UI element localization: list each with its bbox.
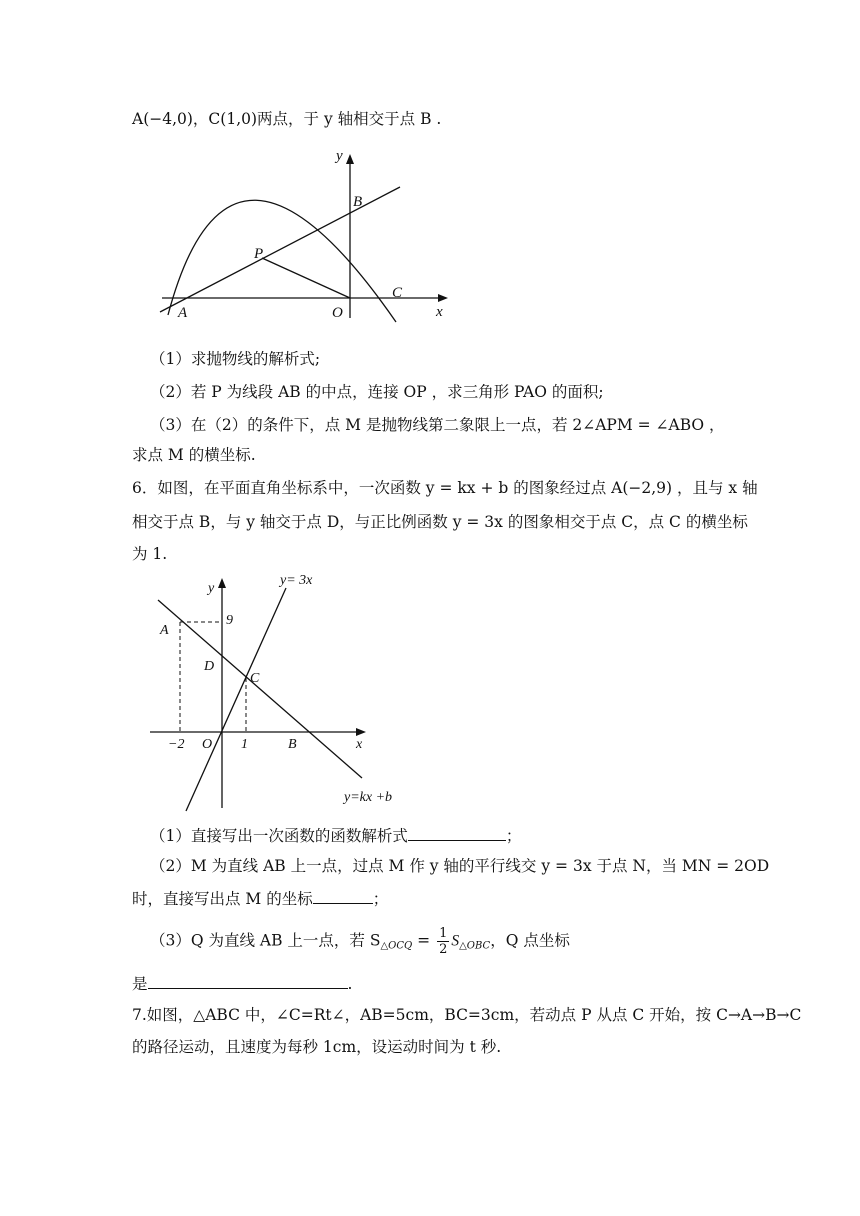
q7-stem2: 的路径运动，且速度为每秒 1cm，设运动时间为 t 秒.: [132, 1038, 502, 1056]
q6-sub3-fraction: [437, 926, 449, 957]
fig2-label-m2: −2: [168, 737, 185, 752]
fig2-label-line2: y=kx +b: [344, 790, 393, 805]
fig1-label-A: A: [178, 305, 188, 321]
q6-sub3-s1: △OCQ: [380, 940, 413, 952]
fig2-label-y: y: [208, 581, 215, 596]
q6-sub1-end: ；: [505, 827, 522, 845]
q7-stem1: 7.如图，△ABC 中，∠C=Rt∠，AB=5cm，BC=3cm，若动点 P 从点 C 开始，按 C→A→B→C: [132, 1006, 802, 1024]
q6-sub2b-end: ；: [372, 890, 389, 908]
parabola-figure: [150, 140, 460, 330]
q6-sub1-text: （1）直接写出一次函数的函数解析式: [150, 827, 408, 845]
q5-sub3b: 求点 M 的横坐标.: [132, 446, 256, 464]
fig1-label-C: C: [392, 285, 403, 301]
fig1-label-x: x: [436, 304, 443, 320]
fig2-label-line1: y= 3x: [280, 573, 313, 588]
q5-intro: A(−4,0)，C(1,0)两点，于 y 轴相交于点 B .: [132, 110, 442, 128]
q6-sub2b: [132, 887, 388, 910]
q5-sub1: （1）求抛物线的解析式;: [150, 350, 321, 368]
fig2-label-D: D: [204, 659, 215, 674]
q6-stem3: 为 1.: [132, 545, 168, 563]
q5-sub3a: （3）在（2）的条件下，点 M 是抛物线第二象限上一点，若 2∠APM = ∠ABO ，: [150, 416, 725, 434]
q6-sub3-answer-blank[interactable]: [148, 972, 348, 989]
q6-sub2b-text: 时，直接写出点 M 的坐标: [132, 890, 313, 908]
q6-sub3-eq: =: [412, 931, 436, 950]
fig1-label-y: y: [336, 148, 343, 164]
fig2-label-nine: 9: [226, 613, 233, 628]
fig1-label-O: O: [332, 305, 343, 321]
q6-sub3-post: ，Q 点坐标: [490, 931, 570, 950]
q6-sub3b-end: .: [347, 975, 353, 993]
q6-sub1-answer-blank[interactable]: [408, 824, 506, 841]
q5-sub2: （2）若 P 为线段 AB 的中点，连接 OP ，求三角形 PAO 的面积;: [150, 383, 604, 401]
q6-sub3-pre: （3）Q 为直线 AB 上一点，若 S: [150, 931, 381, 950]
q6-sub2-answer-blank[interactable]: [313, 887, 373, 904]
q6-stem2: 相交于点 B，与 y 轴交于点 D，与正比例函数 y = 3x 的图象相交于点 C，点 C 的横坐标: [132, 513, 748, 531]
fig1-label-P: P: [254, 246, 264, 262]
q6-sub1: [150, 824, 521, 847]
q6-sub3-s2: △OBC: [459, 940, 491, 952]
fig2-label-x: x: [356, 737, 363, 752]
fig2-label-A: A: [160, 623, 169, 638]
fig1-label-B: B: [353, 194, 363, 210]
fig2-label-B: B: [288, 737, 297, 752]
q6-sub3-s: S: [451, 932, 460, 950]
fig2-label-O: O: [202, 737, 213, 752]
linear-figure: [140, 568, 440, 818]
fig2-label-C: C: [250, 671, 260, 686]
q6-sub3: [150, 926, 570, 958]
q6-sub3b: [132, 972, 352, 995]
fig2-label-one: 1: [241, 737, 248, 752]
q6-sub3-den: 2: [439, 942, 448, 957]
q6-sub3b-text: 是: [132, 975, 148, 993]
q6-sub3-num: 1: [439, 926, 448, 941]
q6-sub2a: （2）M 为直线 AB 上一点，过点 M 作 y 轴的平行线交 y = 3x 于点 N，当 MN = 2OD: [150, 857, 770, 875]
q6-stem1: 6．如图，在平面直角坐标系中，一次函数 y = kx + b 的图象经过点 A(−2,9) ，且与 x 轴: [132, 479, 758, 497]
